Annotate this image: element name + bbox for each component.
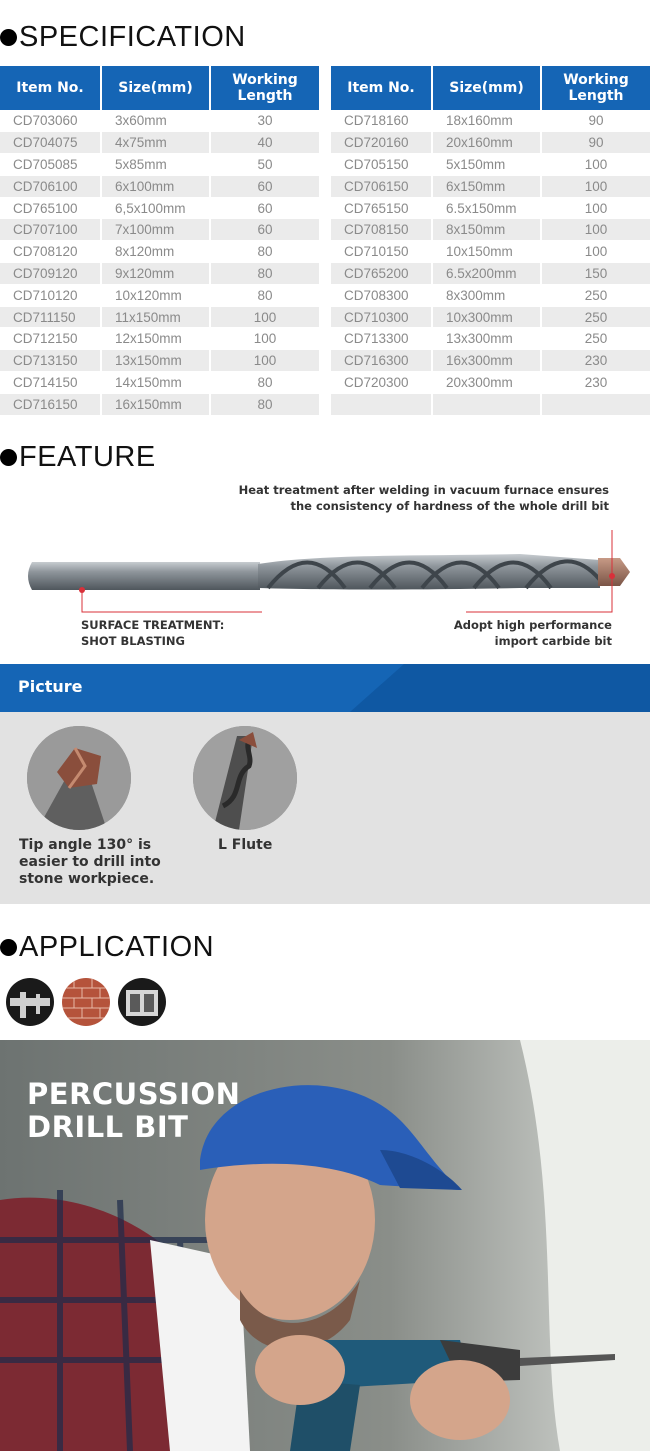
size-cell: 16x300mm bbox=[432, 350, 541, 372]
size-cell: 3x60mm bbox=[101, 110, 210, 132]
size-cell: 9x120mm bbox=[101, 263, 210, 285]
item-no-cell: CD720300 bbox=[331, 372, 432, 394]
spec-table-left bbox=[0, 66, 319, 416]
bullet-dot-icon bbox=[0, 939, 17, 956]
working-length-cell bbox=[541, 393, 650, 415]
table-row bbox=[331, 132, 650, 154]
table-row bbox=[331, 306, 650, 328]
item-no-cell: CD765150 bbox=[331, 197, 432, 219]
working-length-cell: 100 bbox=[210, 350, 319, 372]
size-cell: 10x300mm bbox=[432, 306, 541, 328]
flute-caption: L Flute bbox=[218, 837, 273, 853]
size-cell: 6.5x200mm bbox=[432, 263, 541, 285]
header-item-no: Item No. bbox=[331, 66, 432, 110]
size-cell: 5x85mm bbox=[101, 154, 210, 176]
item-no-cell: CD710150 bbox=[331, 241, 432, 263]
size-cell: 20x160mm bbox=[432, 132, 541, 154]
size-cell: 6.5x150mm bbox=[432, 197, 541, 219]
working-length-cell: 30 bbox=[210, 110, 319, 132]
size-cell: 7x100mm bbox=[101, 219, 210, 241]
table-row bbox=[0, 393, 319, 415]
size-cell bbox=[432, 393, 541, 415]
picture-label: Picture bbox=[18, 677, 83, 696]
working-length-cell: 100 bbox=[541, 175, 650, 197]
table-row bbox=[0, 241, 319, 263]
working-length-cell: 60 bbox=[210, 175, 319, 197]
table-row bbox=[331, 241, 650, 263]
spec-table-right bbox=[331, 66, 650, 416]
picture-panel bbox=[0, 712, 650, 904]
size-cell: 12x150mm bbox=[101, 328, 210, 350]
heat-treatment-callout: Heat treatment after welding in vacuum furnace ensures the consistency of hardness of the whole drill bit bbox=[238, 483, 609, 513]
item-no-cell: CD765100 bbox=[0, 197, 101, 219]
hero-photo bbox=[0, 1040, 650, 1451]
table-row bbox=[0, 154, 319, 176]
item-no-cell: CD720160 bbox=[331, 132, 432, 154]
table-row bbox=[0, 197, 319, 219]
feature-heading: FEATURE bbox=[0, 440, 156, 474]
table-row bbox=[331, 393, 650, 415]
table-row bbox=[0, 263, 319, 285]
table-row bbox=[331, 175, 650, 197]
working-length-cell: 40 bbox=[210, 132, 319, 154]
carbide-bit-callout: Adopt high performance import carbide bit bbox=[453, 618, 612, 648]
size-cell: 6,5x100mm bbox=[101, 197, 210, 219]
size-cell: 5x150mm bbox=[432, 154, 541, 176]
feature-diagram bbox=[0, 470, 650, 660]
working-length-cell: 80 bbox=[210, 241, 319, 263]
working-length-cell: 100 bbox=[541, 197, 650, 219]
specification-heading: SPECIFICATION bbox=[0, 20, 246, 54]
size-cell: 8x120mm bbox=[101, 241, 210, 263]
table-row bbox=[331, 372, 650, 394]
item-no-cell: CD714150 bbox=[0, 372, 101, 394]
table-row bbox=[331, 350, 650, 372]
item-no-cell: CD765200 bbox=[331, 263, 432, 285]
working-length-cell: 230 bbox=[541, 350, 650, 372]
size-cell: 8x150mm bbox=[432, 219, 541, 241]
item-no-cell: CD708120 bbox=[0, 241, 101, 263]
table-row bbox=[331, 284, 650, 306]
working-length-cell: 50 bbox=[210, 154, 319, 176]
header-working-length: Working Length bbox=[210, 66, 319, 110]
size-cell: 10x120mm bbox=[101, 284, 210, 306]
item-no-cell: CD712150 bbox=[0, 328, 101, 350]
working-length-cell: 80 bbox=[210, 263, 319, 285]
hero-title: PERCUSSION DRILL BIT bbox=[27, 1077, 241, 1144]
tip-closeup-image bbox=[27, 726, 131, 830]
item-no-cell: CD708300 bbox=[331, 284, 432, 306]
tip-angle-caption: Tip angle 130° is easier to drill into stone workpiece. bbox=[19, 837, 161, 887]
application-heading: APPLICATION bbox=[0, 930, 214, 964]
item-no-cell: CD707100 bbox=[0, 219, 101, 241]
item-no-cell: CD703060 bbox=[0, 110, 101, 132]
working-length-cell: 250 bbox=[541, 306, 650, 328]
item-no-cell: CD708150 bbox=[331, 219, 432, 241]
table-row bbox=[0, 306, 319, 328]
table-row bbox=[331, 154, 650, 176]
table-row bbox=[331, 219, 650, 241]
bullet-dot-icon bbox=[0, 29, 17, 46]
item-no-cell: CD706150 bbox=[331, 175, 432, 197]
size-cell: 11x150mm bbox=[101, 306, 210, 328]
working-length-cell: 60 bbox=[210, 197, 319, 219]
item-no-cell bbox=[331, 393, 432, 415]
band-accent bbox=[350, 664, 650, 712]
size-cell: 6x100mm bbox=[101, 175, 210, 197]
size-cell: 6x150mm bbox=[432, 175, 541, 197]
working-length-cell: 100 bbox=[210, 328, 319, 350]
table-row bbox=[331, 328, 650, 350]
table-row bbox=[331, 263, 650, 285]
size-cell: 20x300mm bbox=[432, 372, 541, 394]
item-no-cell: CD718160 bbox=[331, 110, 432, 132]
table-row bbox=[331, 197, 650, 219]
working-length-cell: 100 bbox=[541, 241, 650, 263]
item-no-cell: CD704075 bbox=[0, 132, 101, 154]
working-length-cell: 90 bbox=[541, 110, 650, 132]
item-no-cell: CD713150 bbox=[0, 350, 101, 372]
size-cell: 13x300mm bbox=[432, 328, 541, 350]
item-no-cell: CD716300 bbox=[331, 350, 432, 372]
size-cell: 8x300mm bbox=[432, 284, 541, 306]
working-length-cell: 100 bbox=[541, 219, 650, 241]
item-no-cell: CD706100 bbox=[0, 175, 101, 197]
header-size: Size(mm) bbox=[101, 66, 210, 110]
working-length-cell: 80 bbox=[210, 284, 319, 306]
size-cell: 16x150mm bbox=[101, 393, 210, 415]
brick-wall-icon bbox=[62, 978, 110, 1026]
working-length-cell: 60 bbox=[210, 219, 319, 241]
table-row bbox=[0, 219, 319, 241]
item-no-cell: CD710300 bbox=[331, 306, 432, 328]
header-size: Size(mm) bbox=[432, 66, 541, 110]
item-no-cell: CD705085 bbox=[0, 154, 101, 176]
table-row bbox=[0, 132, 319, 154]
bullet-dot-icon bbox=[0, 449, 17, 466]
concrete-icon bbox=[6, 978, 54, 1026]
working-length-cell: 80 bbox=[210, 372, 319, 394]
size-cell: 10x150mm bbox=[432, 241, 541, 263]
item-no-cell: CD710120 bbox=[0, 284, 101, 306]
item-no-cell: CD709120 bbox=[0, 263, 101, 285]
working-length-cell: 80 bbox=[210, 393, 319, 415]
working-length-cell: 100 bbox=[541, 154, 650, 176]
item-no-cell: CD711150 bbox=[0, 306, 101, 328]
picture-band bbox=[0, 664, 650, 712]
table-row bbox=[0, 284, 319, 306]
size-cell: 4x75mm bbox=[101, 132, 210, 154]
table-row bbox=[0, 175, 319, 197]
working-length-cell: 250 bbox=[541, 284, 650, 306]
table-row bbox=[0, 328, 319, 350]
item-no-cell: CD705150 bbox=[331, 154, 432, 176]
size-cell: 18x160mm bbox=[432, 110, 541, 132]
working-length-cell: 230 bbox=[541, 372, 650, 394]
table-row bbox=[0, 350, 319, 372]
working-length-cell: 250 bbox=[541, 328, 650, 350]
working-length-cell: 100 bbox=[210, 306, 319, 328]
flute-closeup-image bbox=[193, 726, 297, 830]
working-length-cell: 90 bbox=[541, 132, 650, 154]
table-row bbox=[0, 110, 319, 132]
header-working-length: Working Length bbox=[541, 66, 650, 110]
item-no-cell: CD716150 bbox=[0, 393, 101, 415]
size-cell: 13x150mm bbox=[101, 350, 210, 372]
size-cell: 14x150mm bbox=[101, 372, 210, 394]
surface-treatment-callout: SURFACE TREATMENT: SHOT BLASTING bbox=[81, 618, 225, 648]
working-length-cell: 150 bbox=[541, 263, 650, 285]
table-row bbox=[0, 372, 319, 394]
hollow-block-icon bbox=[118, 978, 166, 1026]
header-item-no: Item No. bbox=[0, 66, 101, 110]
item-no-cell: CD713300 bbox=[331, 328, 432, 350]
table-row bbox=[331, 110, 650, 132]
